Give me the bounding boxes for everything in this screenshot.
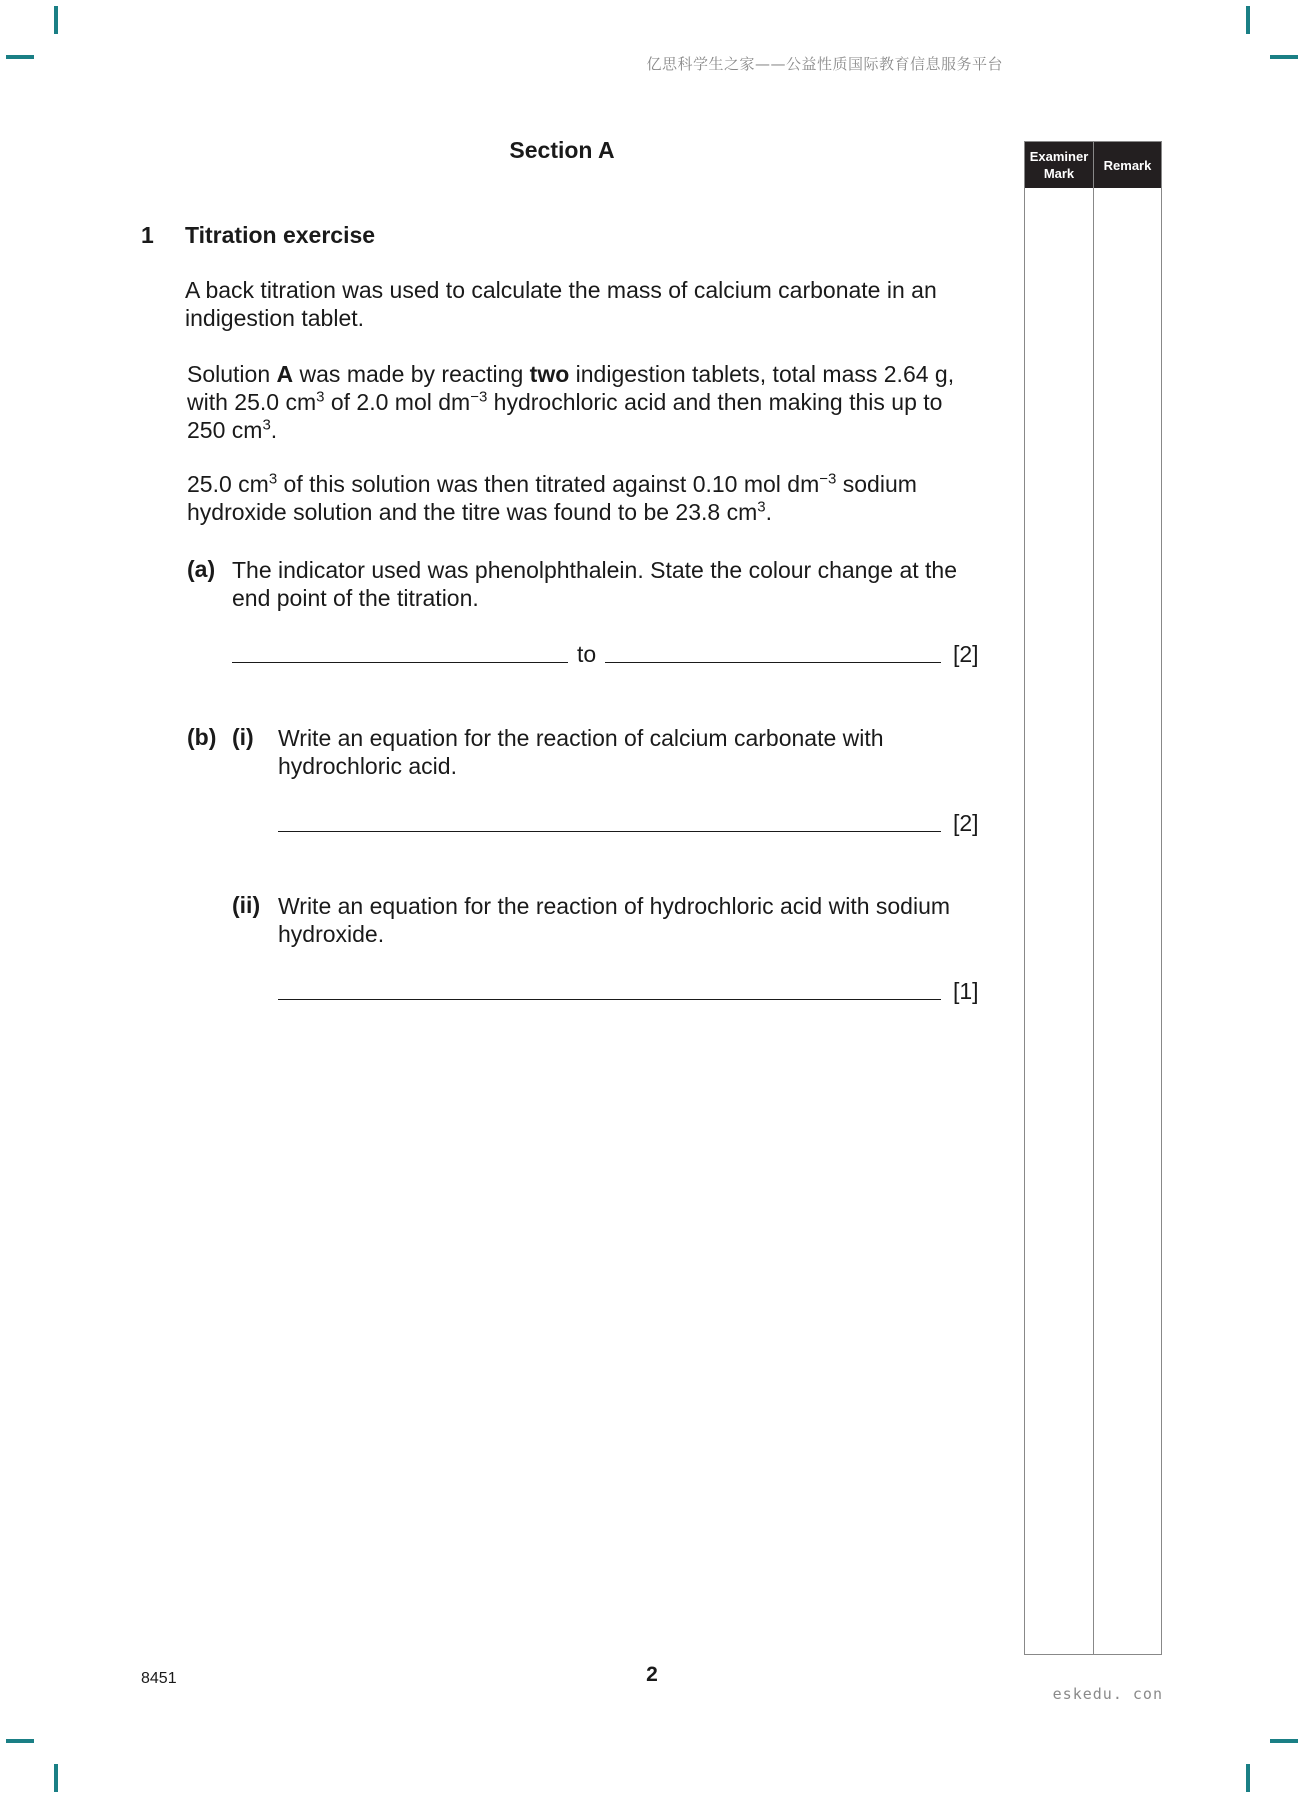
examiner-table-divider — [1093, 188, 1094, 1654]
part-b-ii-marks: [1] — [953, 978, 979, 1004]
part-a-label: (a) — [187, 556, 216, 582]
part-b-i-question: Write an equation for the reaction of calcium carbonate with hydrochloric acid. — [278, 725, 884, 779]
part-a-connector: to — [577, 641, 597, 667]
header-watermark: 亿思科学生之家——公益性质国际教育信息服务平台 — [646, 55, 1003, 73]
crop-mark-bottom-right-horizontal — [1270, 1739, 1298, 1743]
mark-label: Mark — [1043, 166, 1075, 181]
part-b-ii-question: Write an equation for the reaction of hydrochloric acid with sodium hydroxide. — [278, 893, 951, 947]
part-b-ii-label: (ii) — [232, 892, 261, 918]
examiner-table-header — [1025, 142, 1161, 188]
question-number: 1 — [141, 222, 154, 248]
answer-line-a-to[interactable] — [605, 662, 941, 663]
question-intro: A back titration was used to calculate the mass of calcium carbonate in an indigestion tablet. — [185, 277, 937, 331]
solution-description: Solution A was made by reacting two indigestion tablets, total mass 2.64 g, with 25.0 $cm^3$ of 2.0 mol $dm^{-3}$ hydrochloric acid and then making this up to 250 $cm^3$. — [187, 361, 955, 443]
crop-mark-bottom-right-vertical — [1246, 1764, 1250, 1792]
part-a-question: The indicator used was phenolphthalein. State the colour change at the end point of the titration. — [232, 557, 957, 611]
crop-mark-top-right-horizontal — [1270, 55, 1298, 59]
titration-description: 25.0 $cm^3$ of this solution was then titrated against 0.10 mol $dm^{-3}$ sodium hydroxide solution and the titre was found to be 23.8 $cm^3$. — [187, 470, 917, 525]
footer-url: eskedu. con — [1052, 1685, 1163, 1703]
footer-paper-code: 8451 — [141, 1670, 177, 1687]
part-a-marks: [2] — [953, 641, 979, 667]
answer-line-b-i[interactable] — [278, 831, 941, 832]
part-b-i-marks: [2] — [953, 810, 979, 836]
examiner-table — [1024, 141, 1162, 1655]
examiner-mark-header — [1025, 142, 1094, 188]
crop-mark-top-left-vertical — [54, 6, 58, 34]
crop-mark-bottom-left-horizontal — [6, 1739, 34, 1743]
page-number: 2 — [646, 1663, 658, 1686]
examiner-label: Examiner — [1029, 149, 1089, 164]
crop-mark-top-right-vertical — [1246, 6, 1250, 34]
question-title: Titration exercise — [185, 222, 376, 248]
remark-header: Remark — [1103, 157, 1152, 173]
part-b-i-label: (i) — [232, 724, 254, 750]
part-b-label: (b) — [187, 724, 217, 750]
answer-line-a-from[interactable] — [232, 662, 568, 663]
crop-mark-top-left-horizontal — [6, 55, 34, 59]
crop-mark-bottom-left-vertical — [54, 1764, 58, 1792]
section-title: Section A — [509, 137, 615, 163]
answer-line-b-ii[interactable] — [278, 999, 941, 1000]
